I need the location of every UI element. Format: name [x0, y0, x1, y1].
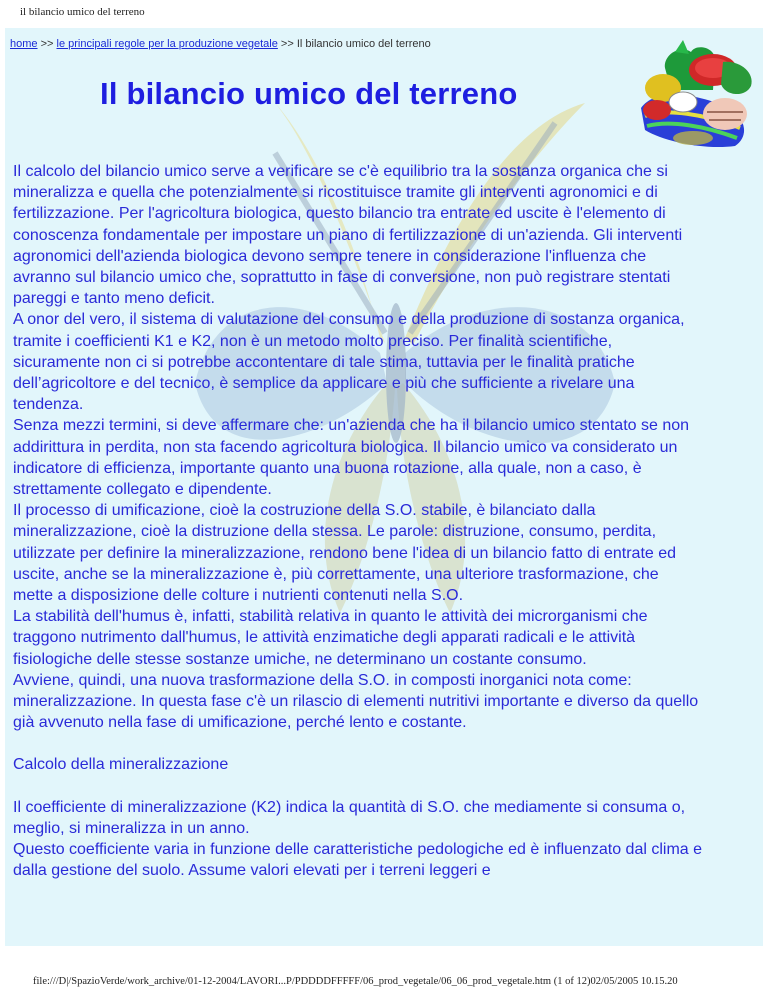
print-header: il bilancio umico del terreno	[20, 6, 145, 18]
article-body	[13, 161, 703, 882]
paragraph: Questo coefficiente varia in funzione delle caratteristiche pedologiche ed è influenzato dal clima e dalla gestione del suolo. Assume valori elevati per i terreni leggeri e	[13, 841, 703, 880]
page-title: Il bilancio umico del terreno	[100, 76, 518, 111]
paragraph: Senza mezzi termini, si deve affermare che: un'azienda che ha il bilancio umico stentato se non addirittura in perdita, non sta facendo agricoltura biologica. Il bilancio umico va considerato un indicatore di efficienza, importante quanto una buona rotazione, alla quale, non a caso, è strettamente collegato e dipendente.	[13, 417, 690, 499]
breadcrumb-separator: >>	[277, 38, 297, 50]
print-footer: file:///D|/SpazioVerde/work_archive/01-12-2004/LAVORI...P/PDDDDFFFFF/06_prod_vegetale/06_06_prod_vegetale.htm (1 of 12)02/05/2005 10.15.20	[33, 976, 678, 987]
spacer	[13, 733, 703, 754]
paragraph: La stabilità dell'humus è, infatti, stabilità relativa in quanto le attività dei microrganismi che traggono nutrimento dall'humus, le attività enzimatiche degli apparati radicali e le attività fisiologiche delle stesse sostanze umiche, ne determinano un costante consumo.	[13, 608, 648, 668]
paragraph: Avviene, quindi, una nuova trasformazione della S.O. in composti inorganici nota come: mineralizzazione. In questa fase c'è un rilascio di elementi nutritivi importante e diverso da quello già avvenuto nella fase di umificazione, perché lento e costante.	[13, 671, 699, 732]
breadcrumb	[10, 38, 431, 50]
paragraph: Il coefficiente di mineralizzazione (K2) indica la quantità di S.O. che mediamente si consuma o, meglio, si mineralizza in un anno.	[13, 798, 686, 837]
vegetables-logo-icon	[635, 38, 757, 150]
page-content-area	[5, 28, 763, 946]
paragraph: Il calcolo del bilancio umico serve a verificare se c'è equilibrio tra la sostanza organica che si mineralizza e quella che potenzialmente si ricostituisce tramite gli interventi agronomici e di fertilizzazione. Per l'agricoltura biologica, questo bilancio tra entrate ed uscite è l'elemento di conoscenza fondamentale per impostare un piano di fertilizzazione di un'azienda. Gli interventi agronomici dell'azienda biologica devono sempre tenere in considerazione l'influenza che avranno sul bilancio umico che, soprattutto in fase di conversione, non può registrare stentati pareggi e tanto meno deficit.	[13, 163, 683, 308]
breadcrumb-link-home[interactable]: home	[10, 38, 38, 50]
section-subheading: Calcolo della mineralizzazione	[13, 756, 229, 774]
paragraph: A onor del vero, il sistema di valutazione del consumo e della produzione di sostanza organica, tramite i coefficienti K1 e K2, non è un metodo molto preciso. Per finalità scientifiche, sicuramente non ci si potrebbe accontentare di tale stima, tuttavia per le finalità pratiche dell’agricoltore e del tecnico, è semplice da applicare e più che sufficiente a rivelare una tendenza.	[13, 311, 685, 414]
breadcrumb-link-section[interactable]: le principali regole per la produzione vegetale	[56, 38, 278, 50]
breadcrumb-separator: >>	[37, 38, 57, 50]
breadcrumb-current: Il bilancio umico del terreno	[296, 38, 431, 50]
spacer	[13, 776, 703, 797]
paragraph: Il processo di umificazione, cioè la costruzione della S.O. stabile, è bilanciato dalla mineralizzazione, cioè la distruzione della stessa. Le parole: distruzione, consumo, perdita, utilizzate per definire la mineralizzazione, rendono bene l'idea di un bilancio fatto di entrate ed uscite, anche se la mineralizzazione è, più correttamente, una ulteriore trasformazione, che mette a disposizione delle colture i nutrienti contenuti nella S.O.	[13, 502, 677, 605]
